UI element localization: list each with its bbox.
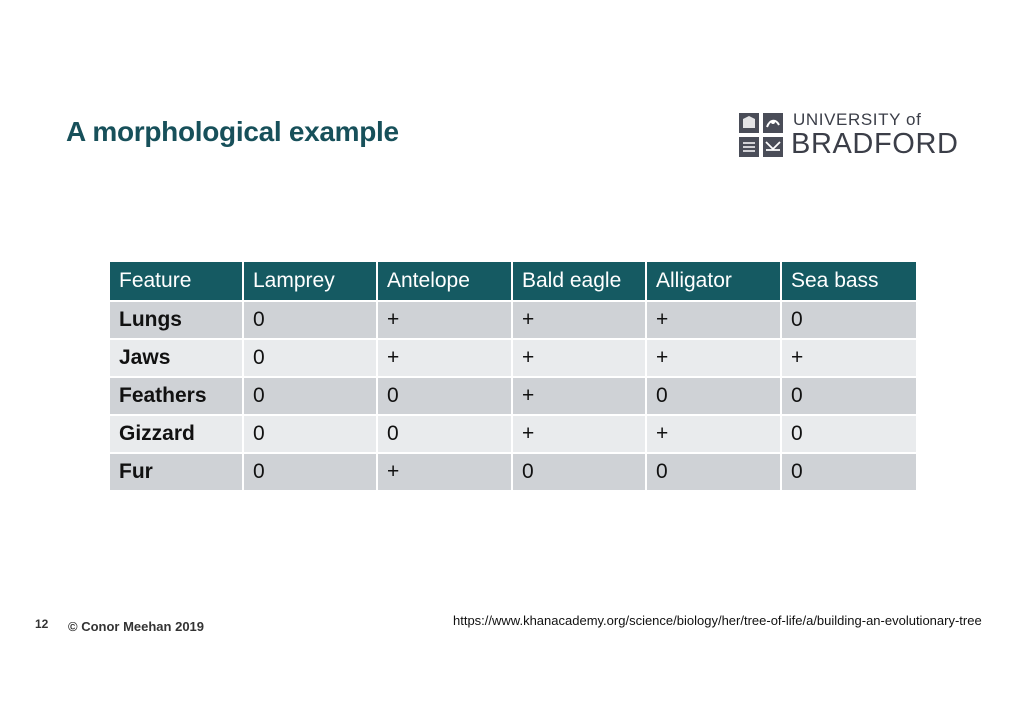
feature-cell: Lungs [109, 301, 243, 339]
table-cell: 0 [243, 377, 377, 415]
table-cell: + [512, 301, 646, 339]
table-cell: 0 [512, 453, 646, 491]
table-cell: 0 [646, 377, 781, 415]
slide-title: A morphological example [66, 116, 399, 147]
table-row [109, 339, 917, 377]
table-cell: + [377, 339, 512, 377]
column-header: Alligator [646, 261, 781, 301]
table-cell: + [377, 453, 512, 491]
table-cell: + [646, 301, 781, 339]
feature-cell: Fur [109, 453, 243, 491]
table-cell: 0 [646, 453, 781, 491]
table-cell: 0 [377, 377, 512, 415]
table-cell: 0 [243, 453, 377, 491]
column-header: Sea bass [781, 261, 917, 301]
table-cell: 0 [243, 415, 377, 453]
table-cell: + [512, 415, 646, 453]
feature-cell: Feathers [109, 377, 243, 415]
table-cell: + [377, 301, 512, 339]
logo-line-bradford: BRADFORD [791, 128, 959, 160]
table-cell: + [512, 377, 646, 415]
table-header-row [109, 261, 917, 301]
column-header: Bald eagle [512, 261, 646, 301]
table-cell: + [646, 339, 781, 377]
table-cell: + [646, 415, 781, 453]
table-row [109, 415, 917, 453]
table-cell: 0 [377, 415, 512, 453]
table-cell: 0 [243, 301, 377, 339]
table-row [109, 301, 917, 339]
source-url: https://www.khanacademy.org/science/biology/her/tree-of-life/a/building-an-evolutionary-tree [453, 613, 982, 628]
column-header: Feature [109, 261, 243, 301]
page-number: 12 [35, 617, 49, 631]
university-logo [739, 110, 959, 160]
logo-line-university: UNIVERSITY of [793, 110, 922, 129]
table-cell: 0 [781, 301, 917, 339]
university-crest-icon [739, 113, 783, 157]
table-cell: 0 [781, 415, 917, 453]
feature-cell: Jaws [109, 339, 243, 377]
table-cell: 0 [781, 377, 917, 415]
table-row [109, 377, 917, 415]
table-row [109, 453, 917, 491]
table-cell: + [781, 339, 917, 377]
table-cell: 0 [243, 339, 377, 377]
column-header: Antelope [377, 261, 512, 301]
morphology-table [108, 260, 918, 492]
column-header: Lamprey [243, 261, 377, 301]
feature-cell: Gizzard [109, 415, 243, 453]
table-cell: 0 [781, 453, 917, 491]
copyright-notice: © Conor Meehan 2019 [68, 619, 205, 634]
table-cell: + [512, 339, 646, 377]
